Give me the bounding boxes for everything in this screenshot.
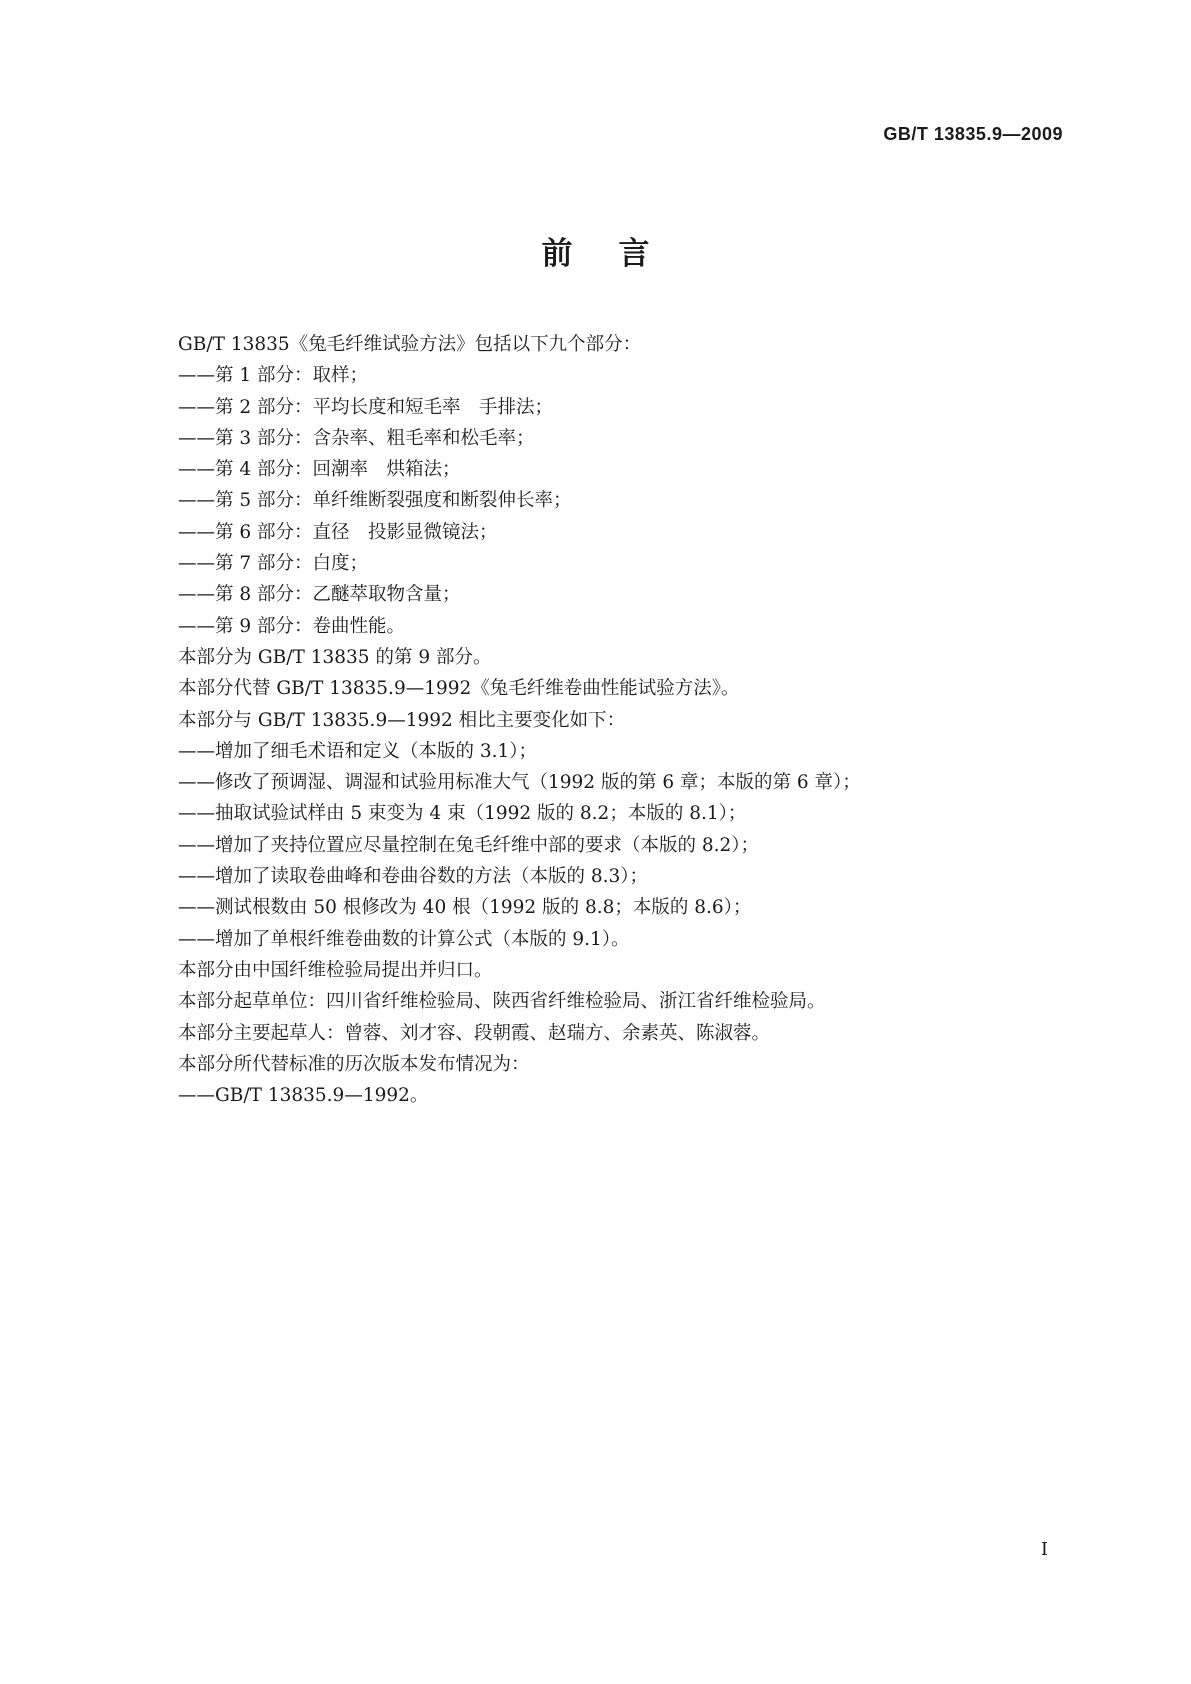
change-item-3: ——抽取试验试样由 5 束变为 4 束（1992 版的 8.2；本版的 8.1）； [178,803,747,825]
part-item-9: ——第 9 部分：卷曲性能。 [178,615,406,637]
change-item-1: ——增加了细毛术语和定义（本版的 3.1）； [178,740,538,762]
part-item-1: ——第 1 部分：取样； [178,365,369,387]
intro-paragraph: GB/T 13835《兔毛纤维试验方法》包括以下九个部分： [178,334,642,355]
part-item-8: ——第 8 部分：乙醚萃取物含量； [178,584,461,606]
drafting-units: 本部分起草单位：四川省纤维检验局、陕西省纤维检验局、浙江省纤维检验局。 [178,991,826,1013]
page-title: 前言 [541,236,696,272]
part-item-4: ——第 4 部分：回潮率 烘箱法； [178,459,461,481]
drafters: 本部分主要起草人：曾蓉、刘才容、段朝霞、赵瑞方、余素英、陈淑蓉。 [178,1022,771,1044]
change-item-7: ——增加了单根纤维卷曲数的计算公式（本版的 9.1）。 [178,928,630,950]
change-item-4: ——增加了夹持位置应尽量控制在兔毛纤维中部的要求（本版的 8.2）； [178,834,760,856]
page-number: I [1040,1539,1048,1560]
change-item-2: ——修改了预调湿、调湿和试验用标准大气（1992 版的第 6 章；本版的第 6 章）； [178,772,861,794]
changes-intro: 本部分与 GB/T 13835.9—1992 相比主要变化如下： [178,709,626,731]
part-item-2: ——第 2 部分：平均长度和短毛率 手排法； [178,396,554,418]
statement-part: 本部分为 GB/T 13835 的第 9 部分。 [178,646,492,668]
part-item-7: ——第 7 部分：白度； [178,553,369,575]
statement-replaces: 本部分代替 GB/T 13835.9—1992《兔毛纤维卷曲性能试验方法》。 [178,678,740,700]
part-item-5: ——第 5 部分：单纤维断裂强度和断裂伸长率； [178,490,572,512]
change-item-6: ——测试根数由 50 根修改为 40 根（1992 版的 8.8；本版的 8.6）； [178,897,752,919]
change-item-5: ——增加了读取卷曲峰和卷曲谷数的方法（本版的 8.3）； [178,866,649,888]
standard-number: GB/T 13835.9—2009 [883,124,1063,144]
proposed-by: 本部分由中国纤维检验局提出并归口。 [178,959,493,981]
foreword-body [178,329,1078,1111]
part-item-3: ——第 3 部分：含杂率、粗毛率和松毛率； [178,427,535,449]
part-item-6: ——第 6 部分：直径 投影显微镜法； [178,521,498,543]
history-intro: 本部分所代替标准的历次版本发布情况为： [178,1053,530,1075]
history-item-1: ——GB/T 13835.9—1992。 [178,1085,429,1107]
